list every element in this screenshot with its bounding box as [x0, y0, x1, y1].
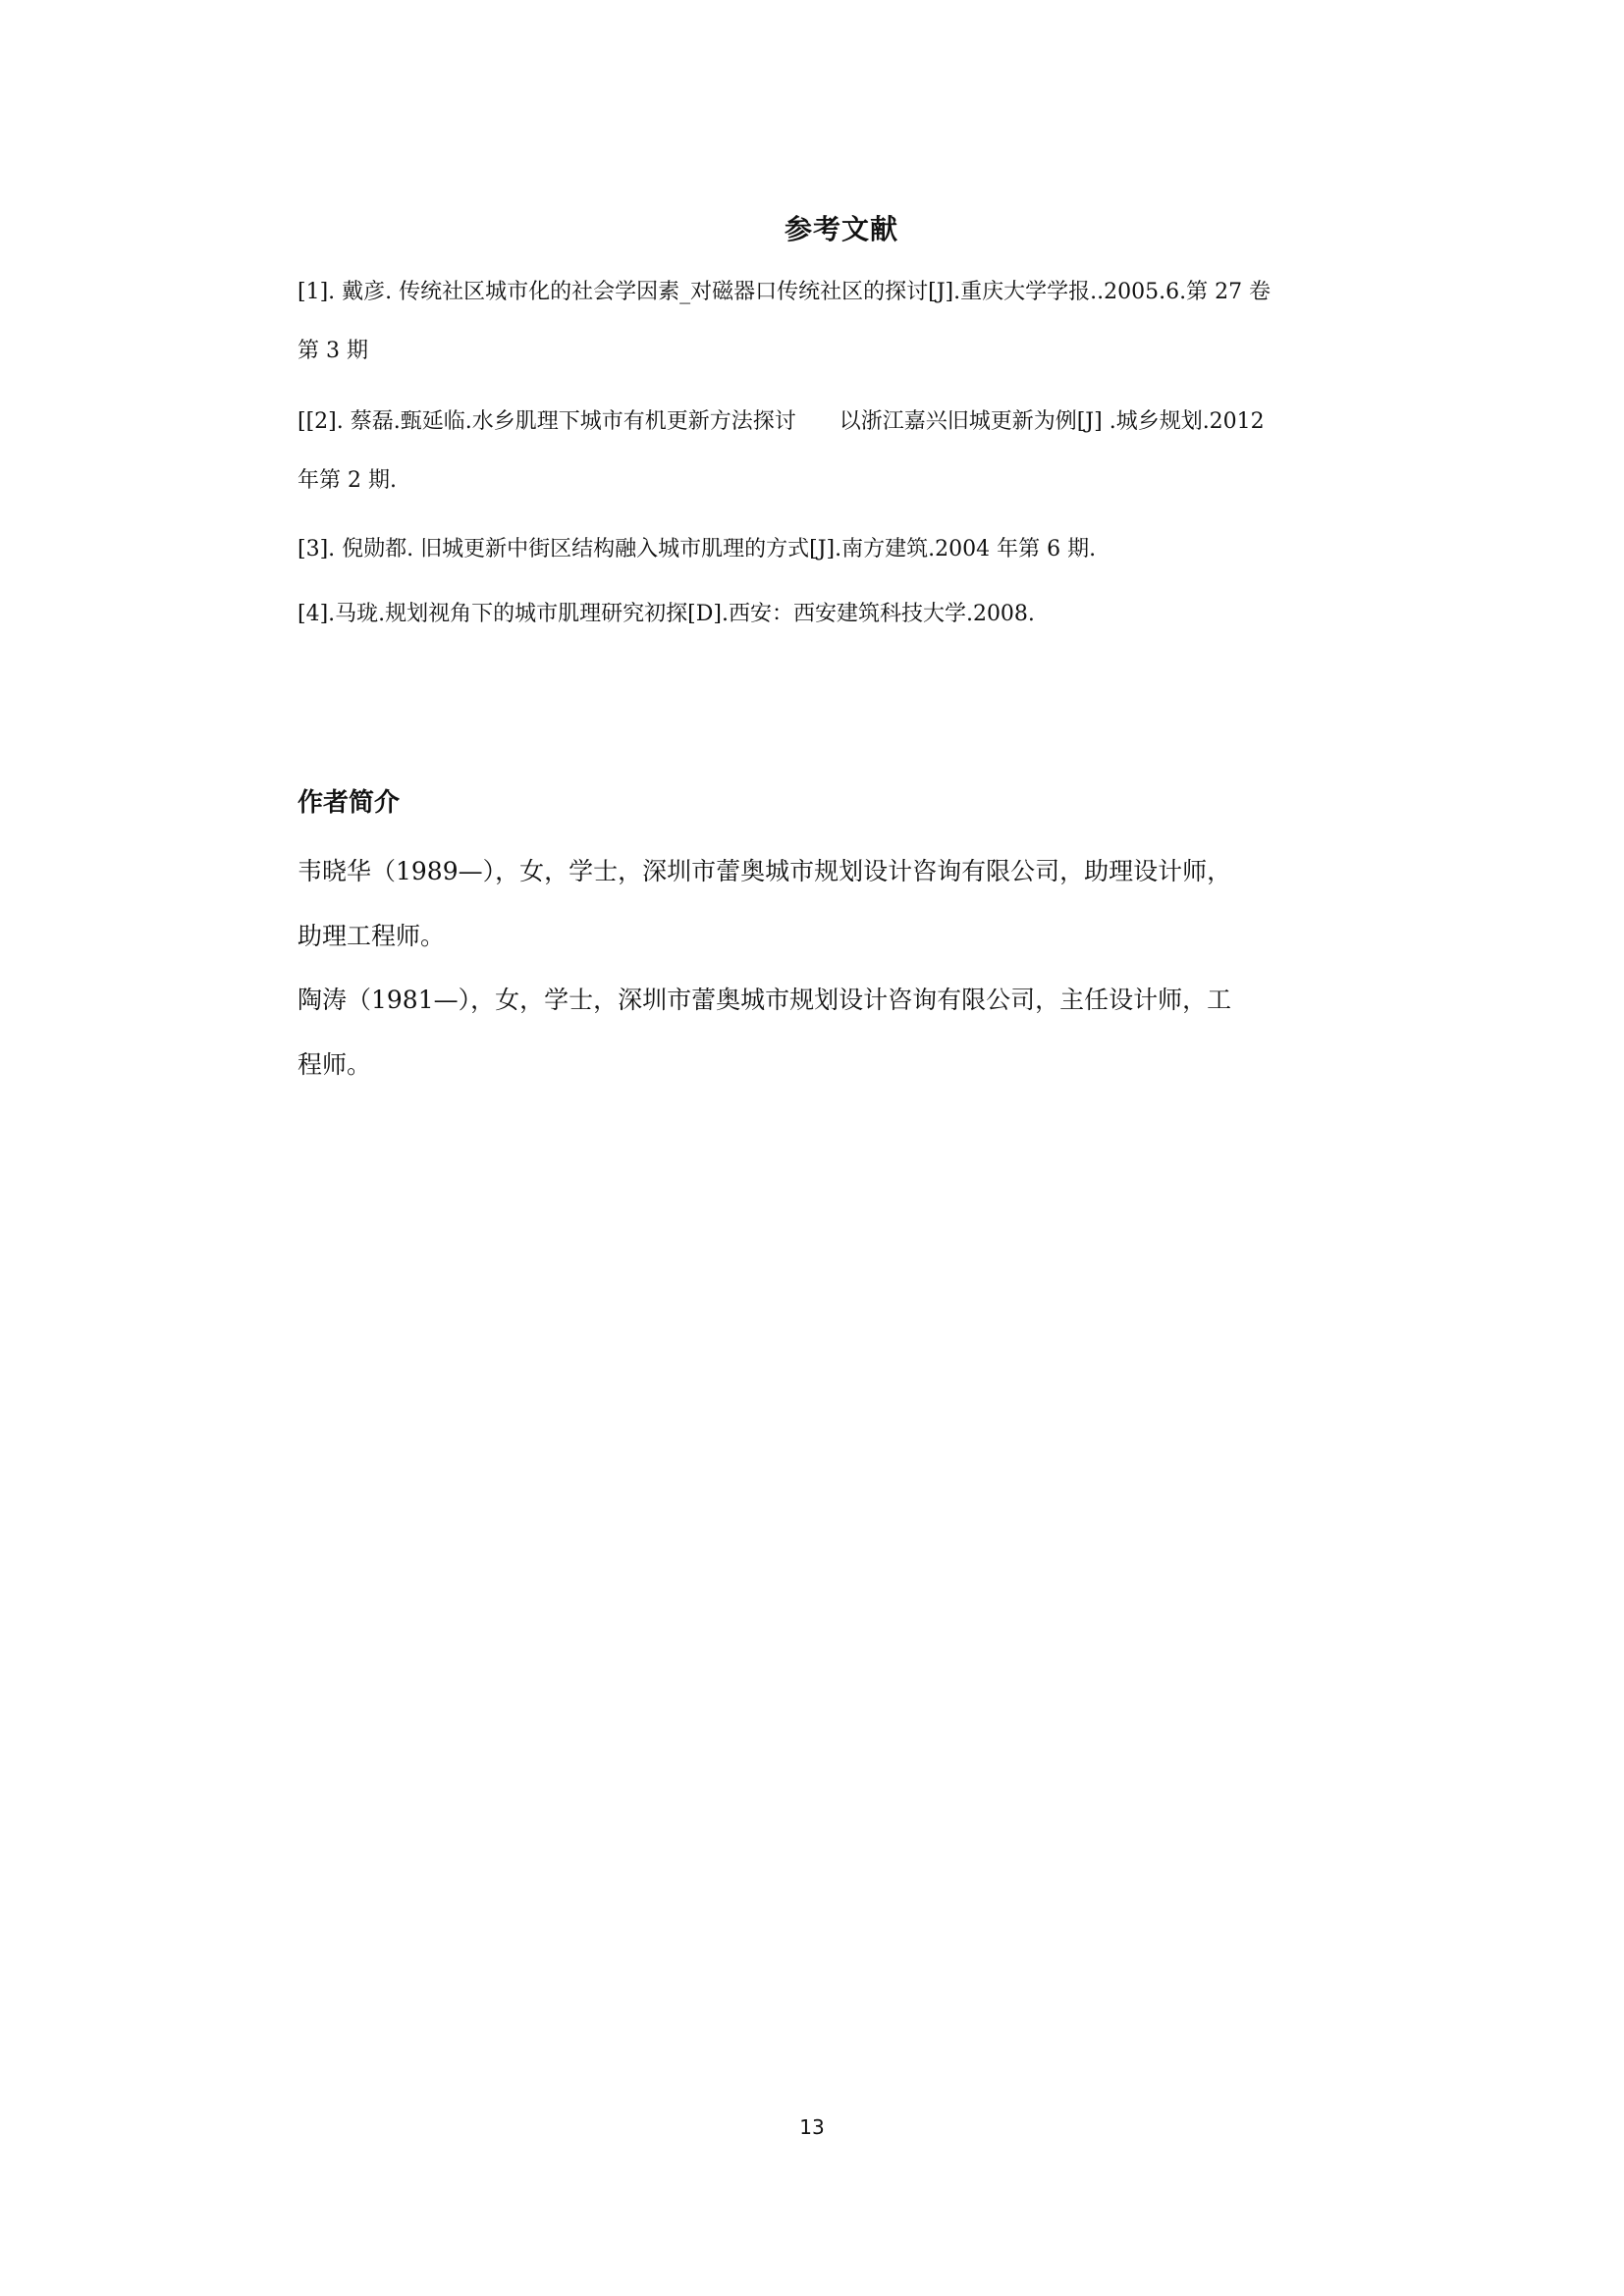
page-number: 13: [799, 2115, 825, 2139]
reference-item: [298, 263, 1385, 381]
references-heading: 参考文献: [784, 213, 898, 245]
reference-line: 年第 2 期.: [298, 468, 397, 493]
bio-line: 助理工程师。: [298, 922, 446, 950]
reference-line: [4].马珑.规划视角下的城市肌理研究初探[D].西安：西安建筑科技大学.2008.: [298, 602, 1035, 626]
author-heading: 作者简介: [298, 788, 401, 818]
reference-item: [298, 520, 1385, 579]
reference-item: [298, 585, 1385, 644]
bio-line: 程师。: [298, 1050, 372, 1079]
reference-line: [[2]. 蔡磊.甄延临.水乡肌理下城市有机更新方法探讨 以浙江嘉兴旧城更新为例[J] .城乡规划.2012: [298, 409, 1265, 434]
reference-item: [298, 393, 1385, 510]
bio-line: 陶涛（1981—），女，学士，深圳市蕾奥城市规划设计咨询有限公司，主任设计师，工: [298, 986, 1232, 1014]
author-bio: [298, 968, 1385, 1097]
bio-line: 韦晓华（1989—），女，学士，深圳市蕾奥城市规划设计咨询有限公司，助理设计师，: [298, 857, 1232, 885]
reference-line: [1]. 戴彦. 传统社区城市化的社会学因素_对磁器口传统社区的探讨[J].重庆大学学报..2005.6.第 27 卷: [298, 280, 1272, 304]
author-bio: [298, 839, 1385, 969]
reference-line: [3]. 倪勋都. 旧城更新中街区结构融入城市肌理的方式[J].南方建筑.2004 年第 6 期.: [298, 537, 1097, 561]
reference-line: 第 3 期: [298, 339, 368, 363]
